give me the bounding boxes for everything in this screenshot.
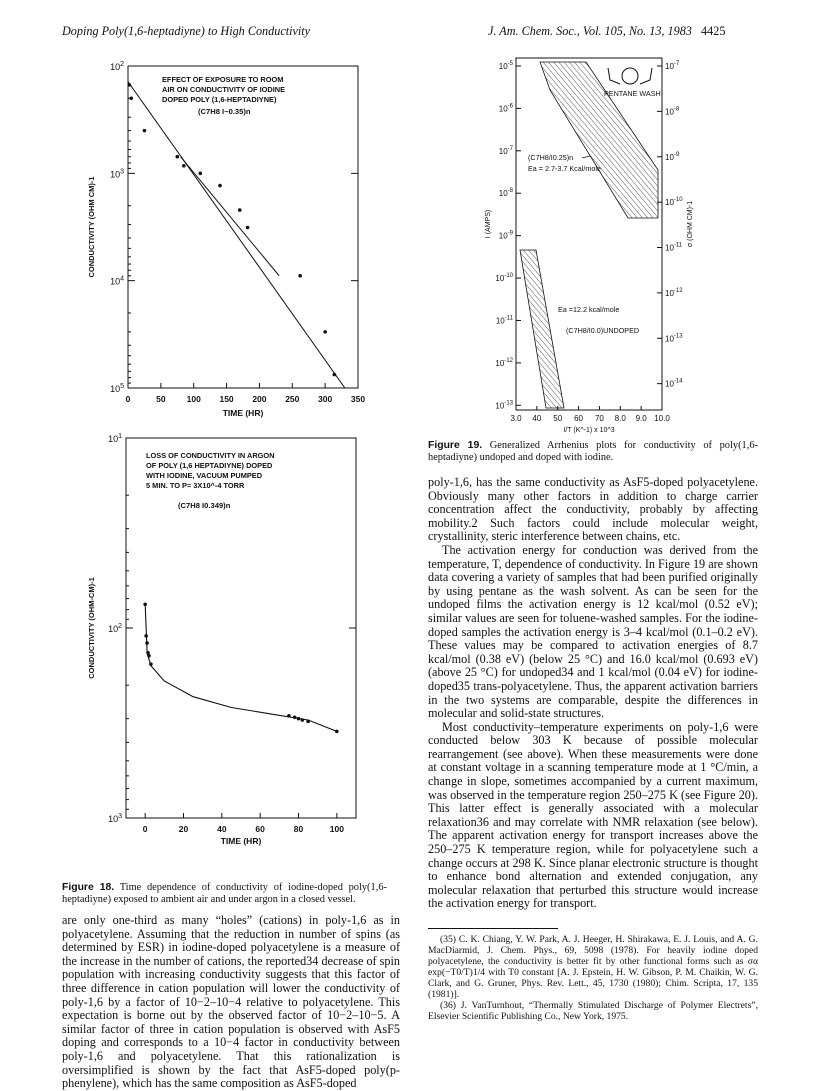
x-tick-label: 100 — [186, 394, 201, 404]
figure-18-top — [70, 58, 390, 428]
doped-pointer — [582, 156, 590, 158]
x-tick-label: 40 — [532, 414, 542, 423]
formula-label: (C7H8 I~0.35)n — [198, 107, 251, 116]
x-tick-label: 60 — [574, 414, 584, 423]
figure-18-caption — [62, 882, 387, 907]
x-tick-label: 40 — [217, 824, 227, 834]
chart-arrhenius — [470, 50, 720, 440]
y-right-tick-label: $10^{-9}$ — [665, 151, 680, 162]
y-left-tick-label: $10^{-11}$ — [495, 315, 513, 326]
figure-18-text: Time dependence of conductivity of iodine-doped poly(1,6-heptadiyne) exposed to ambient air and under argon in a closed vessel. — [62, 882, 387, 906]
annotation-line: EFFECT OF EXPOSURE TO ROOM — [162, 75, 284, 84]
doped-hatched-band — [540, 62, 658, 218]
trend-line — [128, 82, 345, 388]
data-point — [297, 717, 301, 721]
body-paragraph: poly-1,6, has the same conductivity as AsF5-doped polyacetylene. Obviously many other factors in addition to charge carrier concentration affect the conductivity, probably by affecting mobility.2 Such factors could include molecular weight, crystallinity, steric interference between chains, etc. — [428, 475, 758, 544]
x-tick-label: 0 — [142, 824, 148, 834]
x-tick-label: 10.0 — [654, 414, 670, 423]
y-left-tick-label: $10^{-8}$ — [498, 188, 513, 199]
data-point — [144, 634, 148, 638]
annotation-line: OF POLY (1,6 HEPTADIYNE) DOPED — [146, 461, 273, 470]
undoped-hatched-band — [520, 250, 564, 408]
data-point — [238, 208, 242, 212]
data-point — [323, 330, 327, 334]
undoped-formula-label: (C7H8/I0.0)UNDOPED — [566, 326, 640, 335]
y-tick-label: $10^1$ — [108, 433, 122, 444]
x-tick-label: 9.0 — [635, 414, 647, 423]
body-paragraph: The activation energy for conduction was derived from the temperature, T, dependence of conductivity. In Figure 19 are shown data covering a variety of samples that had been purified originally by using pentane as the wash solvent. As can be seen for the undoped films the activation energy is 12 kcal/mol (0.52 eV); similar values are seen for toluene-washed samples. For the iodine-doped samples the activation energy is 3–4 kcal/mol (0.1–0.2 eV). These values may be compared to activation energies of 8.7 kcal/mol (0.38 eV) (below 25 °C) and 16.0 kcal/mol (0.693 eV) (above 25 °C) for undoped34 and 1 kcal/mol (0.04 eV) for iodine-doped35 trans-polyacetylene. Thus, the apparent activation barriers in the two systems are comparable, despite the differences in molecular and solid-state structures. — [428, 542, 758, 721]
y-axis-label: CONDUCTIVITY (OHM-CM)-1 — [87, 577, 96, 679]
data-point — [335, 730, 339, 734]
data-point — [287, 714, 291, 718]
y-right-tick-label: $10^{-7}$ — [665, 61, 680, 71]
x-tick-label: 80 — [293, 824, 304, 834]
data-point — [293, 715, 297, 719]
figure-18-label: Figure 18. — [62, 882, 115, 893]
doped-energy-label: Ea = 2.7-3.7 Kcal/mole — [528, 164, 601, 173]
data-point — [198, 172, 202, 176]
data-point — [246, 226, 250, 230]
reference-divider — [428, 928, 558, 929]
x-tick-label: 20 — [178, 824, 189, 834]
x-tick-label: 50 — [156, 394, 166, 404]
figure-19-label: Figure 19. — [428, 440, 483, 451]
y-left-tick-label: $10^{-10}$ — [495, 273, 513, 284]
y-tick-label: $10^2$ — [110, 61, 124, 72]
journal-name: J. Am. Chem. Soc., Vol. 105, No. 13, 1983 — [488, 24, 692, 38]
y-left-axis-label: I (AMPS) — [485, 209, 492, 239]
references — [428, 934, 758, 1022]
molecule-ring-icon — [622, 68, 638, 84]
body-paragraph: are only one-third as many “holes” (cations) in poly-1,6 as in polyacetylene. Assuming that the reduction in number of spins (as determined by ESR) in iodine-doped polyacetylene is a measure of the increase in the number of cations, the reported34 decrease of spin population with increasing conductivity suggests that this factor of three difference in cation population will lower the conductivity of poly-1,6 by a factor of 10−2–10−4 relative to polyacetylene. This expectation is borne out by the observed factor of 10−2–10−5. A similar factor of three in cation population is observed with AsF5 doping and corresponds to a 10−4 factor in conductivity between poly-1,6 and polyacetylene. That this rationalization is oversimplified is shown by the fact that AsF5-doped poly(p-phenylene), which has the same composition as AsF5-doped — [62, 913, 400, 1091]
chart-argon-loss — [70, 430, 370, 860]
page-number: 4425 — [701, 24, 726, 38]
y-axis-label: CONDUCTIVITY (OHM CM)-1 — [87, 176, 96, 278]
y-tick-label: $10^3$ — [110, 168, 124, 180]
data-point — [306, 720, 310, 724]
running-title: Doping Poly(1,6-heptadiyne) to High Conductivity — [62, 24, 311, 38]
x-tick-label: 250 — [285, 394, 300, 404]
y-right-tick-label: $10^{-13}$ — [665, 333, 683, 344]
x-tick-label: 70 — [594, 414, 604, 423]
y-right-tick-label: $10^{-10}$ — [665, 197, 683, 208]
y-right-tick-label: $10^{-11}$ — [665, 242, 683, 253]
data-point — [145, 641, 149, 645]
data-point — [175, 155, 179, 159]
plot-frame — [126, 438, 356, 818]
y-right-tick-label: $10^{-8}$ — [665, 106, 680, 117]
x-tick-label: 200 — [252, 394, 267, 404]
y-left-tick-label: $10^{-9}$ — [498, 230, 513, 241]
trend-line — [181, 157, 280, 276]
y-left-tick-label: $10^{-13}$ — [495, 400, 513, 411]
y-tick-label: $10^5$ — [110, 383, 124, 394]
y-right-tick-label: $10^{-12}$ — [665, 287, 683, 298]
reference-35: (35) C. K. Chiang, Y. W. Park, A. J. Heeger, H. Shirakawa, E. J. Louis, and A. G. MacDiarmid, J. Chem. Phys., 69, 5098 (1978). For heavily iodine doped polyacetylene, the conductivity is better fit by other functional forms such as σα exp(−T0/T)1/4 with T0 constant [A. J. Epstein, H. W. Gibson, P. M. Chaikin, W. G. Clark, and G. Gruner, Phys. Rev. Lett., 45, 1730 (1980); Chim. Scripta, 17, 135 (1981)]. — [428, 934, 758, 1000]
body-left-column — [62, 914, 400, 1091]
data-point — [147, 654, 151, 658]
data-point — [298, 274, 302, 278]
annotation-line: AIR ON CONDUCTIVITY OF IODINE — [162, 85, 286, 94]
chart-air-exposure — [70, 58, 390, 428]
doped-formula-label: (C7H8/I0.25)n — [528, 153, 574, 162]
annotation-line: DOPED POLY (1,6-HEPTADIYNE) — [162, 95, 277, 104]
data-point — [129, 97, 133, 101]
data-point — [301, 718, 305, 722]
data-point — [128, 83, 132, 87]
formula-label: (C7H8 I0.349)n — [178, 501, 231, 510]
y-right-tick-label: $10^{-14}$ — [665, 378, 683, 389]
y-right-axis-label: σ (OHM CM)-1 — [687, 200, 694, 248]
decay-curve — [145, 604, 337, 731]
y-left-tick-label: $10^{-5}$ — [498, 61, 513, 71]
x-tick-label: 60 — [255, 824, 265, 834]
x-tick-label: 8.0 — [614, 414, 626, 423]
x-tick-label: 300 — [318, 394, 333, 404]
body-right-column — [428, 476, 758, 911]
x-axis-label: I/T (K^-1) x 10^3 — [563, 427, 615, 434]
x-tick-label: 100 — [329, 824, 344, 834]
figure-19-caption — [428, 440, 758, 465]
data-point — [333, 373, 337, 377]
data-point — [143, 602, 147, 606]
y-tick-label: $10^2$ — [108, 623, 122, 634]
x-tick-label: 0 — [125, 394, 131, 404]
x-tick-label: 50 — [553, 414, 563, 423]
figure-19-text: Generalized Arrhenius plots for conductivity of poly(1,6-heptadiyne) undoped and doped with iodine. — [428, 440, 758, 464]
data-point — [143, 129, 147, 133]
y-tick-label: $10^4$ — [110, 275, 124, 287]
y-left-tick-label: $10^{-7}$ — [498, 145, 513, 156]
reference-36: (36) J. VanTurnhout, “Thermally Stimulated Discharge of Polymer Electrets”, Elsevier Scientific Publishing Co., New York, 1975. — [428, 1000, 758, 1022]
molecule-chain-icon — [608, 68, 652, 84]
annotation-line: WITH IODINE, VACUUM PUMPED — [146, 471, 263, 480]
journal-citation — [488, 24, 725, 39]
data-point — [182, 164, 186, 168]
figure-19 — [470, 50, 720, 440]
data-point — [149, 662, 153, 666]
x-axis-label: TIME (HR) — [222, 408, 264, 418]
undoped-energy-label: Ea =12.2 kcal/mole — [558, 305, 620, 314]
x-axis-label: TIME (HR) — [220, 836, 262, 846]
y-left-tick-label: $10^{-12}$ — [495, 357, 513, 368]
annotation-line: 5 MIN. TO P= 3X10^-4 TORR — [146, 481, 245, 490]
x-tick-label: 350 — [350, 394, 366, 404]
pentane-wash-label: PENTANE WASH — [604, 89, 661, 98]
y-tick-label: $10^3$ — [108, 813, 122, 824]
data-point — [218, 184, 222, 188]
figure-18-bottom — [70, 430, 370, 860]
y-left-tick-label: $10^{-6}$ — [498, 103, 513, 114]
annotation-line: LOSS OF CONDUCTIVITY IN ARGON — [146, 451, 275, 460]
x-tick-label: 150 — [219, 394, 234, 404]
body-paragraph: Most conductivity–temperature experiments on poly-1,6 were conducted below 303 K because of possible molecular rearrangement (see above). When these measurements were done at constant voltage in a scanning temperature mode at 1 °C/min, a change in slope, sometimes accompanied by a current maximum, was observed in the temperature region 250–275 K (see Figure 20). This latter effect is generally associated with a molecular relaxation36 and may correlate with NMR relaxation (see below). The apparent activation energy for transport increases above the 250–275 K temperature region, while for polyacetylene such a change occurs at 298 K. Since planar electronic structure is thought to enhance bond alternation and extended conjugation, any molecular relaxation that perturbed this structure would increase the activation energy for transport. — [428, 719, 758, 911]
x-tick-label: 3.0 — [510, 414, 522, 423]
